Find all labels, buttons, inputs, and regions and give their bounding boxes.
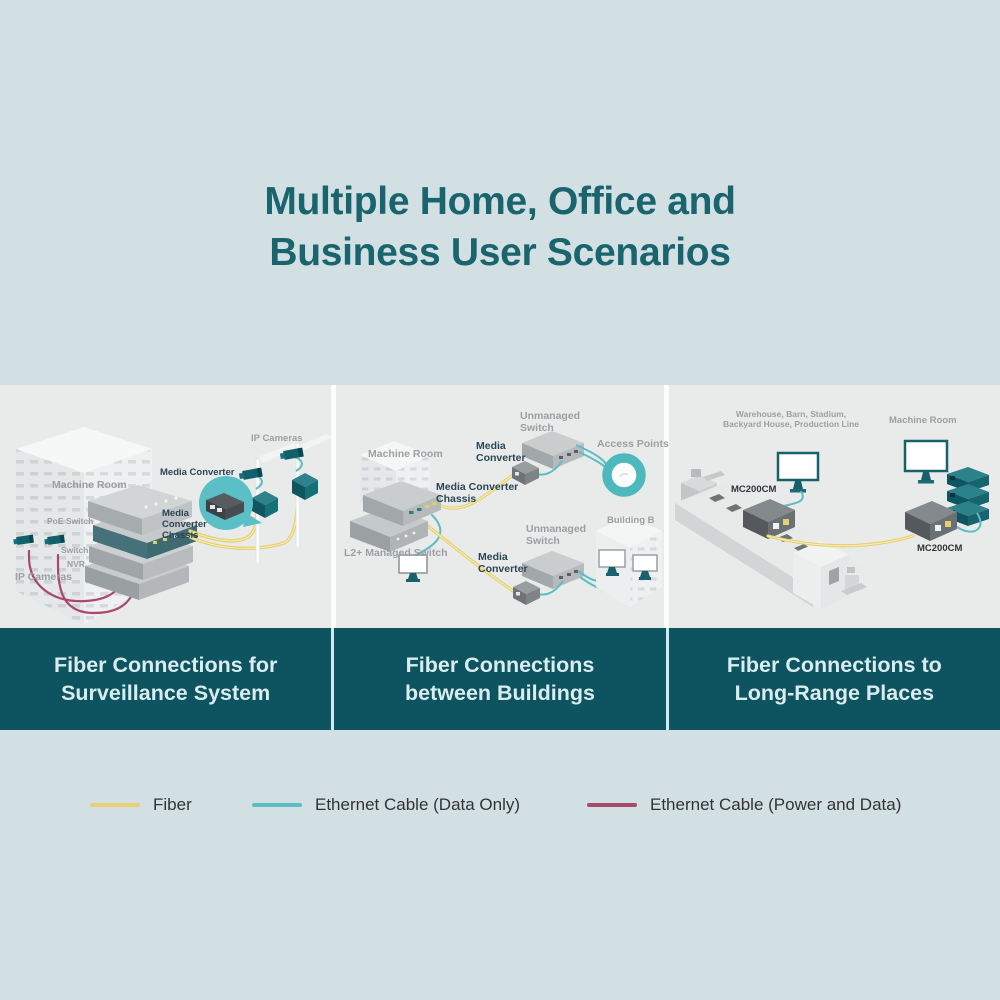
surveillance-diagram: [0, 385, 331, 628]
monitor-icon: [778, 453, 818, 493]
label-media-converter-bottom: Media Converter: [478, 551, 528, 575]
camera-pole-icon: [280, 434, 331, 547]
label-access-points: Access Points: [597, 438, 669, 450]
label-unmanaged-switch-top: Unmanaged Switch: [520, 410, 581, 434]
buildings-diagram: [336, 385, 664, 628]
label-machine-room: Machine Room: [889, 415, 957, 426]
rack-stack-icon: [85, 485, 197, 600]
label-building-b: Building B: [607, 515, 655, 526]
caption-between-buildings: Fiber Connections between Buildings: [331, 628, 665, 730]
panel-surveillance: [0, 385, 331, 628]
legend-item-fiber: [90, 794, 192, 816]
label-places: Warehouse, Barn, Stadium, Backyard House, Production Line: [722, 409, 860, 429]
page-title-line1: Multiple Home, Office and: [264, 180, 736, 223]
building-b-icon: [596, 515, 662, 607]
label-media-converter-top: Media Converter: [476, 440, 526, 464]
panel-between-buildings: [336, 385, 669, 628]
label-mc200cm-right: MC200CM: [917, 543, 963, 554]
unmanaged-switch-icon: [522, 431, 584, 469]
legend-label: Ethernet Cable (Data Only): [315, 795, 521, 814]
media-converter-icon: [513, 581, 540, 605]
media-converter-callout: [199, 476, 262, 530]
page-title-line2: Business User Scenarios: [269, 231, 731, 274]
legend-item-ethernet-data: [252, 794, 520, 816]
ethernet-data-line-swatch: [252, 803, 302, 807]
label-nvr: NVR: [67, 559, 85, 569]
label-mc200cm-left: MC200CM: [731, 484, 777, 495]
label-media-converter-chassis: Media Converter Chassis: [436, 481, 519, 505]
diagram-panels: [0, 385, 1000, 628]
unmanaged-switch-icon: [522, 551, 584, 589]
panel-long-range: [669, 385, 1000, 628]
label-switch: Switch: [61, 545, 89, 555]
fiber-line-swatch: [90, 803, 140, 807]
caption-band: [0, 628, 1000, 730]
caption-long-range: Fiber Connections to Long-Range Places: [666, 628, 1000, 730]
page-title: [0, 176, 1000, 278]
label-ip-cameras-left: IP Cameras: [15, 571, 73, 583]
label-unmanaged-switch-bottom: Unmanaged Switch: [526, 523, 587, 547]
legend-item-ethernet-power-data: [587, 794, 901, 816]
monitor-icon: [399, 555, 427, 582]
access-point-icon: [576, 445, 641, 492]
legend-label: Ethernet Cable (Power and Data): [650, 795, 902, 814]
label-media-converter: Media Converter: [160, 467, 235, 478]
label-machine-room: Machine Room: [52, 479, 127, 491]
label-l2-managed-switch: L2+ Managed Switch: [344, 547, 448, 559]
label-ip-cameras-right: IP Cameras: [251, 433, 303, 444]
legend-label: Fiber: [153, 795, 192, 814]
monitor-icon: [905, 441, 947, 484]
label-media-converter-chassis: Media Converter Chassis: [162, 508, 207, 541]
caption-surveillance: Fiber Connections for Surveillance System: [53, 653, 278, 705]
label-machine-room: Machine Room: [368, 448, 443, 460]
label-poe-switch: PoE Switch: [47, 516, 94, 526]
ethernet-power-data-line-swatch: [587, 803, 637, 807]
